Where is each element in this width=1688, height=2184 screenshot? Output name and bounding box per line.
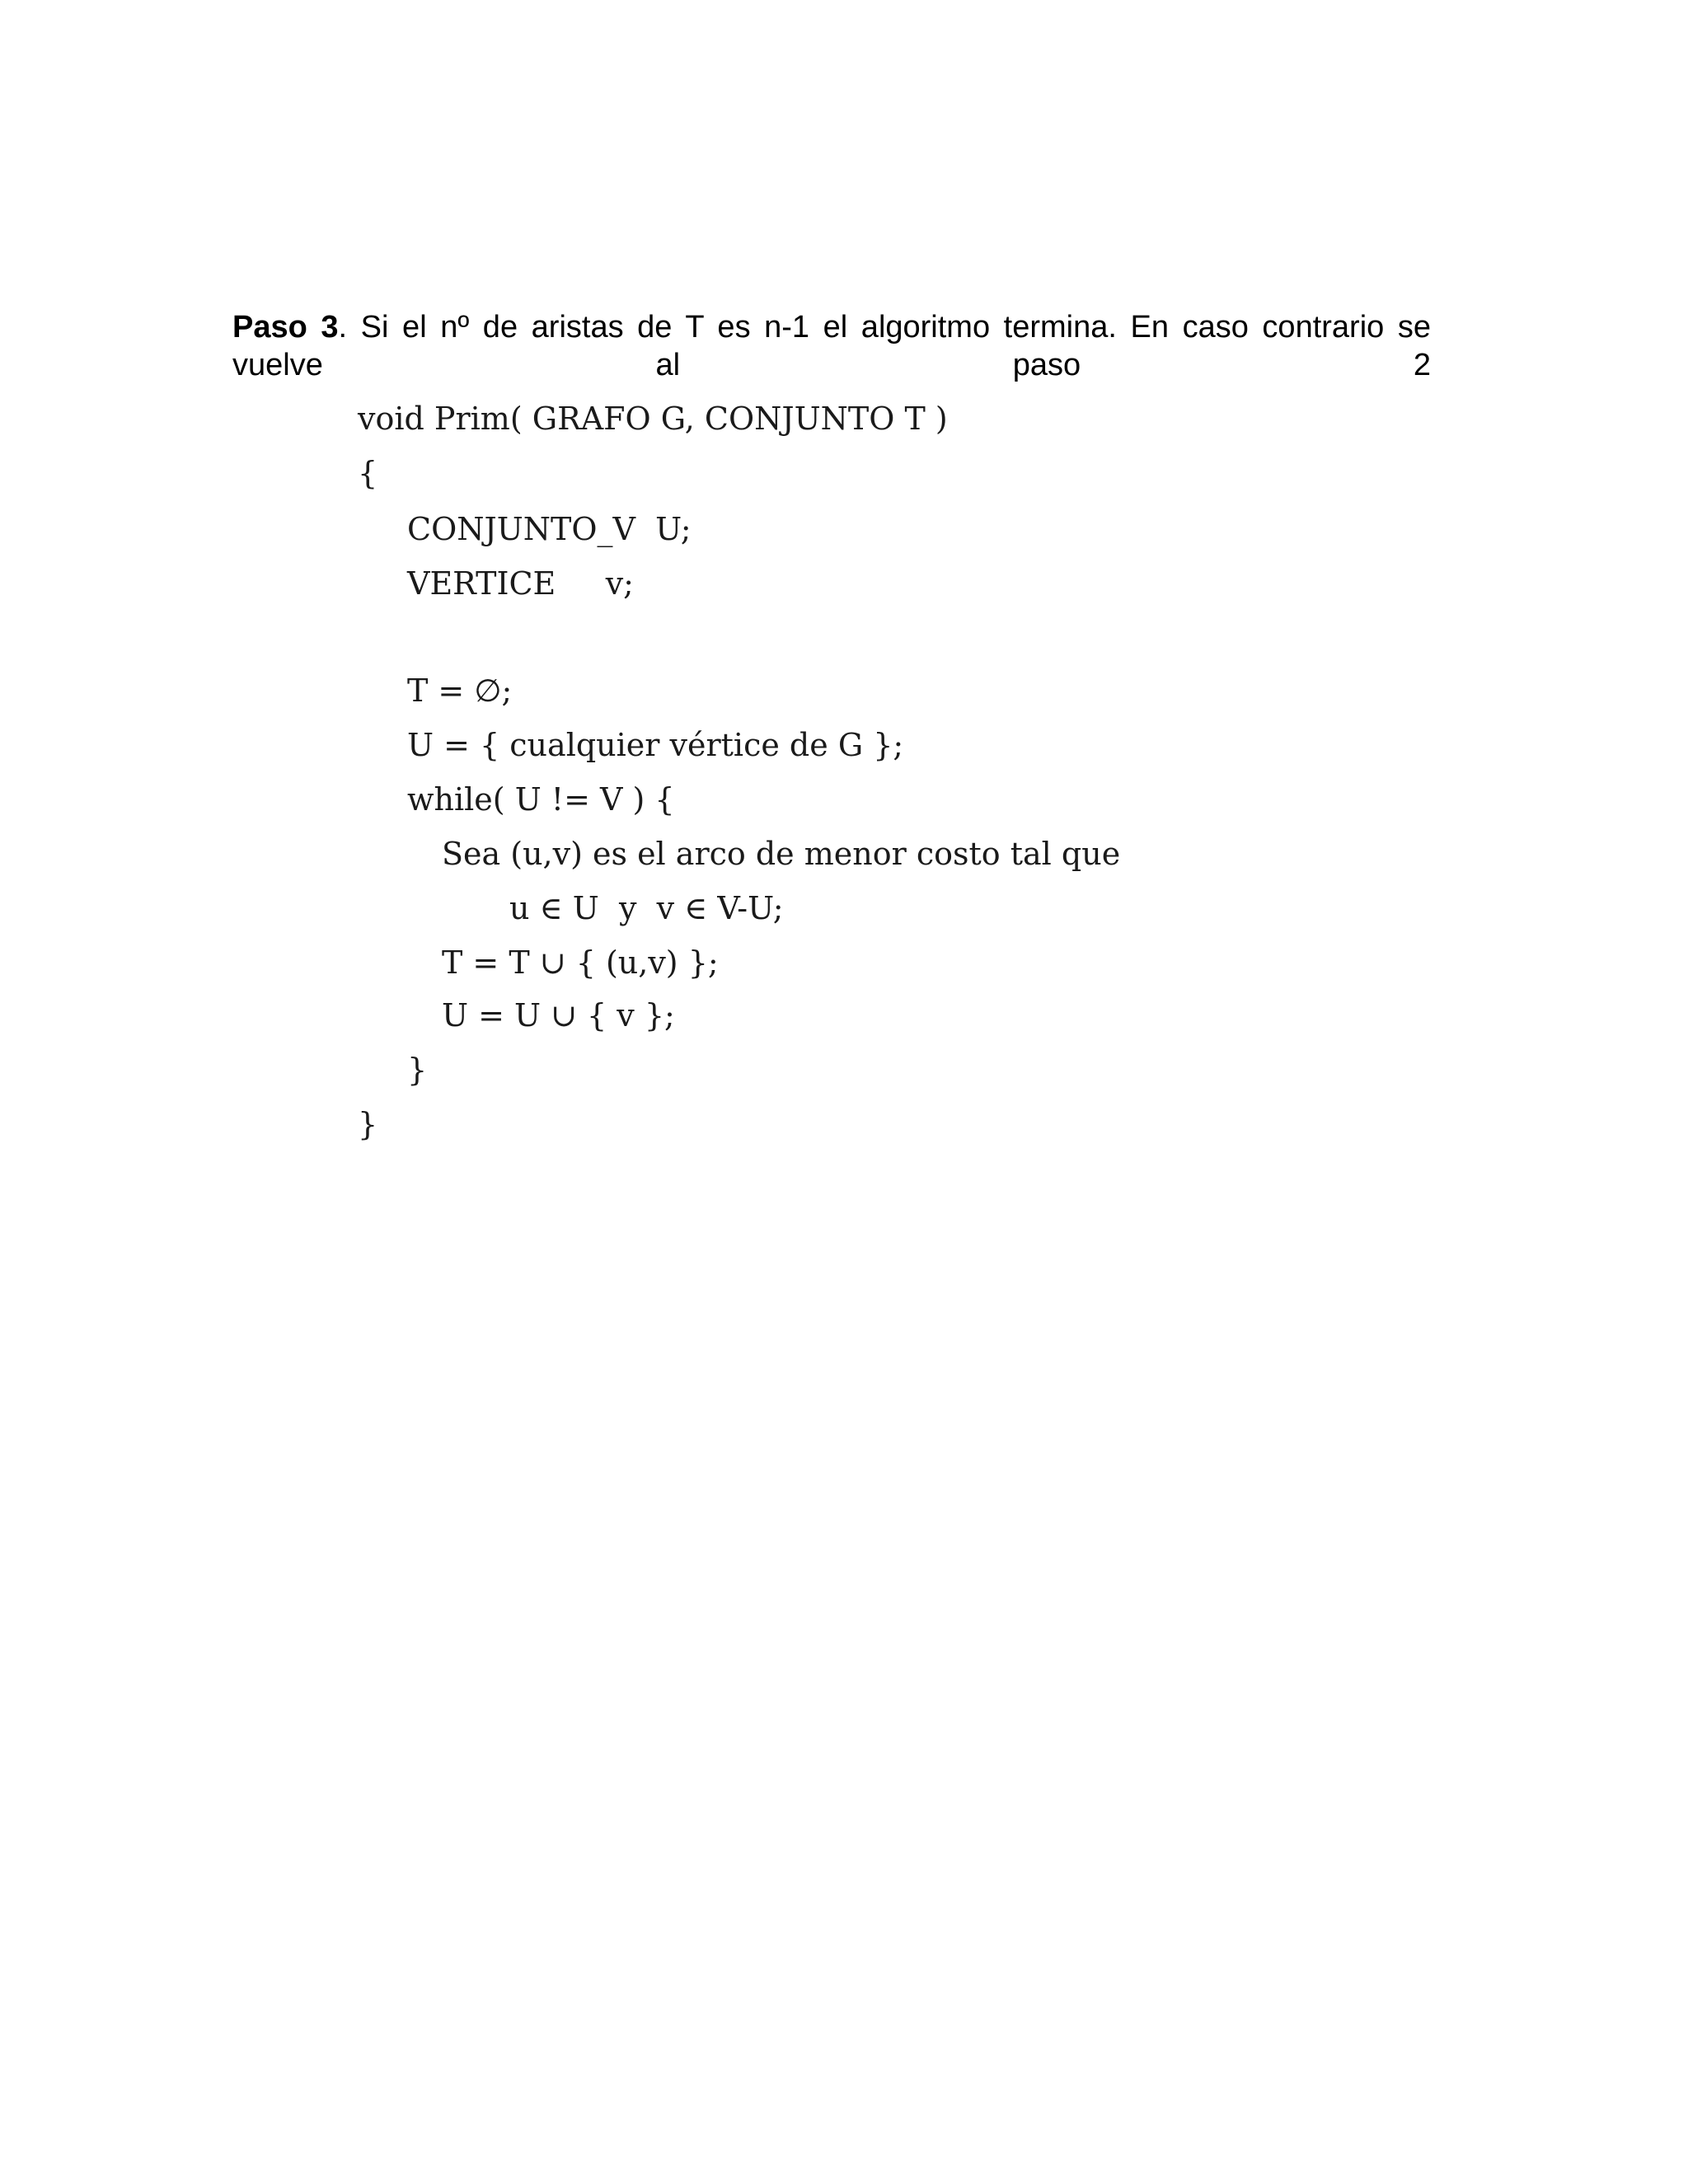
paragraph-word: paso [1012, 348, 1081, 382]
step-label: Paso 3 [232, 310, 339, 344]
code-line-update-t: T = T ∪ { (u,v) }; [442, 944, 719, 981]
code-line-open-brace: { [358, 455, 378, 491]
code-line-declaration-v: VERTICE v; [407, 565, 634, 602]
code-line-declaration-u: CONJUNTO_V U; [407, 511, 692, 547]
code-line-select-edge: Sea (u,v) es el arco de menor costo tal que [442, 836, 1121, 872]
paragraph-text: . Si el nº de aristas de T es n-1 el algoritmo termina. En caso contrario se [338, 310, 1431, 344]
code-line-init-t: T = ∅; [407, 673, 513, 709]
code-line-close-while: } [407, 1052, 428, 1088]
code-line-condition: u ∈ U y v ∈ V-U; [509, 890, 784, 926]
paragraph-word: 2 [1413, 348, 1431, 382]
code-line-function-signature: void Prim( GRAFO G, CONJUNTO T ) [358, 401, 948, 437]
code-line-while: while( U != V ) { [407, 781, 675, 818]
code-line-init-u: U = { cualquier vértice de G }; [407, 727, 904, 763]
paragraph-word: vuelve [232, 348, 323, 382]
code-line-close-function: } [358, 1106, 378, 1142]
paragraph-word: al [655, 348, 681, 382]
code-line-update-u: U = U ∪ { v }; [442, 997, 675, 1033]
